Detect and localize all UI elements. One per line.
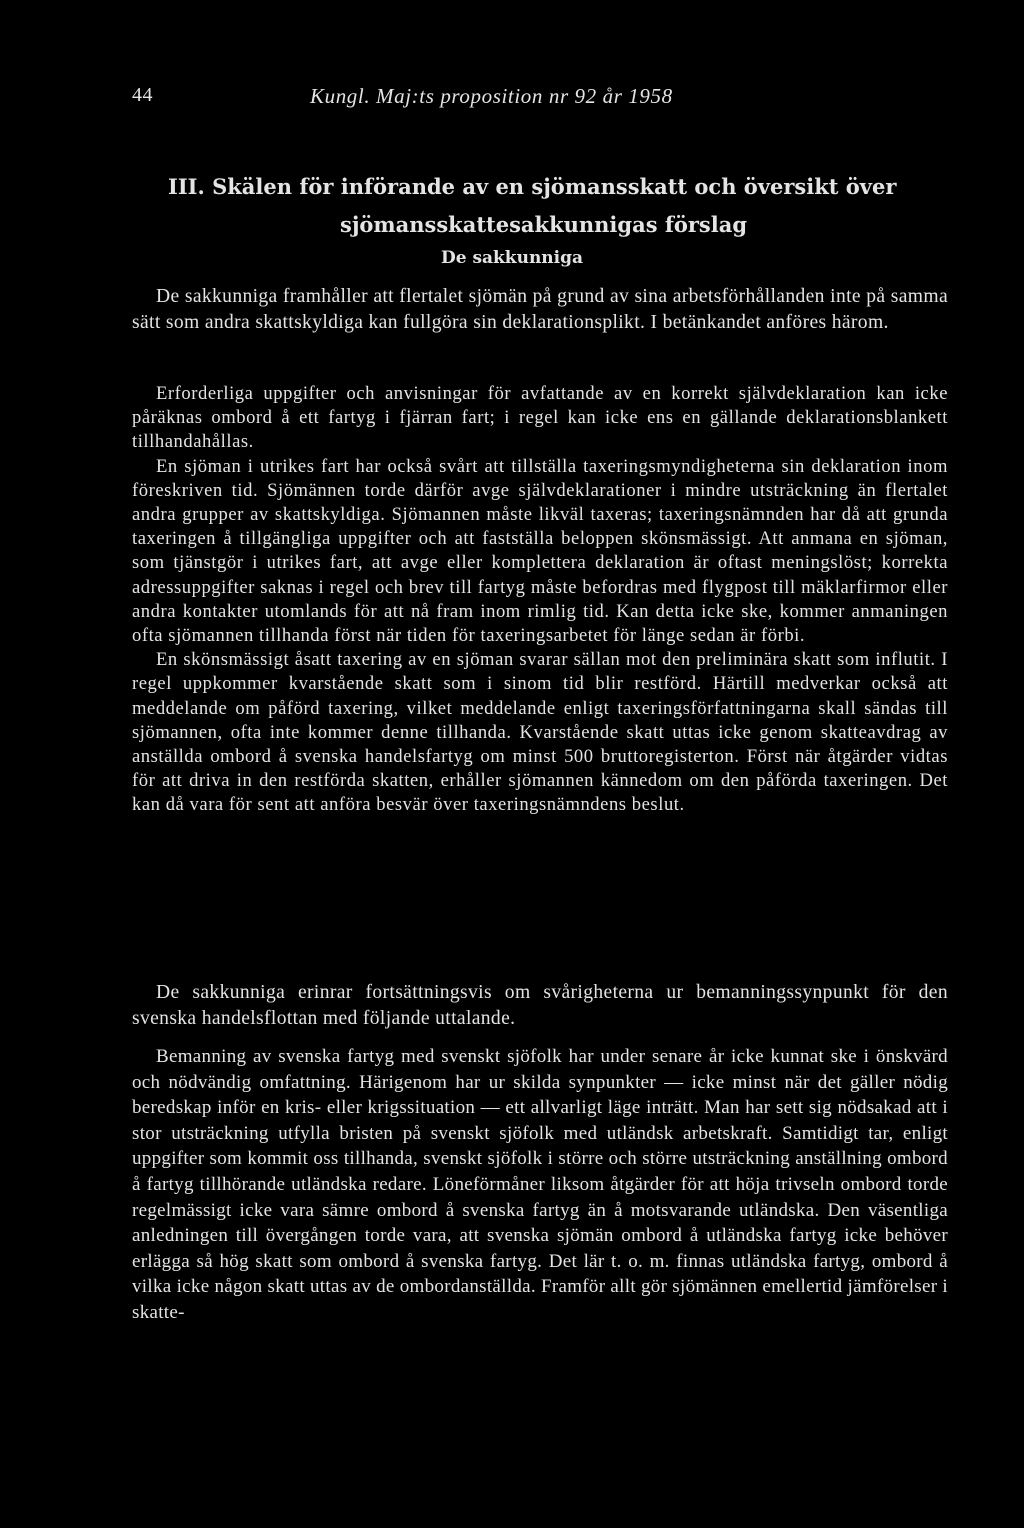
paragraph: Bemanning av svenska fartyg med svenskt sjöfolk har under senare år icke kunnat ske i önskvärd och nödvändig omfattning. Härigenom har ur skilda synpunkter — icke minst när det gäller nödig beredskap inför en kris- eller krigssituation — ett allvarligt läge inträtt. Man har sett sig nödsakad att i stor utsträckning utfylla bristen på svenskt sjöfolk med utländsk arbetskraft. Samtidigt tar, enligt uppgifter som kommit oss tillhanda, svenskt sjöfolk i större och större utsträckning anställning ombord å fartyg tillhörande utländska redare. Löneförmåner liksom åtgärder för att höja trivseln ombord torde regelmässigt icke vara sämre ombord å svenska fartyg än å motsvarande utländska. Den väsentliga anledningen till övergången torde vara, att svenska sjömän ombord å utländska fartyg icke behöver erlägga så hög skatt som ombord å svenska fartyg. Det lär t. o. m. finnas utländska fartyg, ombord å vilka icke någon skatt uttas av de ombordanställda. Framför allt gör sjömännen emellertid jämförelser i skatte- — [132, 1046, 948, 1323]
section-number: III. — [168, 174, 205, 199]
section-heading — [168, 168, 948, 244]
intro-paragraph-2 — [132, 980, 948, 1031]
page-number: 44 — [132, 84, 153, 106]
paragraph: Erforderliga uppgifter och anvisningar för avfattande av en korrekt självdeklaration kan icke påräknas ombord å ett fartyg i fjärran fart; i regel kan icke ens en gällande deklarationsblankett tillhandahållas. — [132, 383, 948, 453]
subheading: De sakkunniga — [440, 248, 584, 268]
paragraph: En skönsmässigt åsatt taxering av en sjöman svarar sällan mot den preliminära skatt som influtit. I regel uppkommer kvarstående skatt som i sinom tid blir restförd. Härtill medverkar också att meddelande om påförd taxering, vilket meddelande enligt taxeringsförfattningarna skall sändas till sjömannen, ofta inte kommer denne tillhanda. Kvarstående skatt uttas icke genom skatteavdrag av anställda ombord å svenska handelsfartyg om minst 500 bruttoregisterton. Först när åtgärder vidtas för att driva in den restförda skatten, erhåller sjömannen kännedom om den påförda taxeringen. Det kan då vara för sent att anföra besvär över taxeringsnämndens beslut. — [132, 649, 948, 816]
quoted-passage-2 — [132, 1044, 948, 1326]
running-title: Kungl. Maj:ts proposition nr 92 år 1958 — [310, 84, 673, 108]
paragraph: De sakkunniga framhåller att flertalet sjömän på grund av sina arbetsförhållanden inte på samma sätt som andra skattskyldiga kan fullgöra sin deklarationsplikt. I betänkandet anföres härom. — [132, 286, 948, 333]
quoted-passage — [132, 382, 948, 818]
page-header — [132, 84, 902, 116]
section-title-line1: Skälen för införande av en sjömansskatt och översikt över — [212, 174, 897, 199]
paragraph: En sjöman i utrikes fart har också svårt att tillställa taxeringsmyndigheterna sin deklaration inom föreskriven tid. Sjömännen torde därför avge självdeklarationer i mindre utsträckning än flertalet andra grupper av skattskyldiga. Sjömannen måste likväl taxeras; taxeringsnämnden har då att grunda taxeringen å tillgängliga uppgifter och att fastställa beloppen skönsmässigt. Att anmana en sjöman, som tjänstgör i utrikes fart, att avge eller komplettera deklaration är oftast meningslöst; korrekta adressuppgifter saknas i regel och brev till fartyg måste befordras med flygpost till mäklarfirmor eller andra kontakter utomlands för att nå fram inom rimlig tid. Kan detta icke ske, kommer anmaningen ofta sjömannen tillhanda först när tiden för taxeringsarbetet för länge sedan är förbi. — [132, 455, 948, 647]
paragraph: De sakkunniga erinrar fortsättningsvis om svårigheterna ur bemanningssynpunkt för den svenska handelsflottan med följande uttalande. — [132, 982, 948, 1029]
intro-paragraph — [132, 284, 948, 335]
section-title-line2: sjömansskattesakkunnigas förslag — [340, 212, 748, 237]
